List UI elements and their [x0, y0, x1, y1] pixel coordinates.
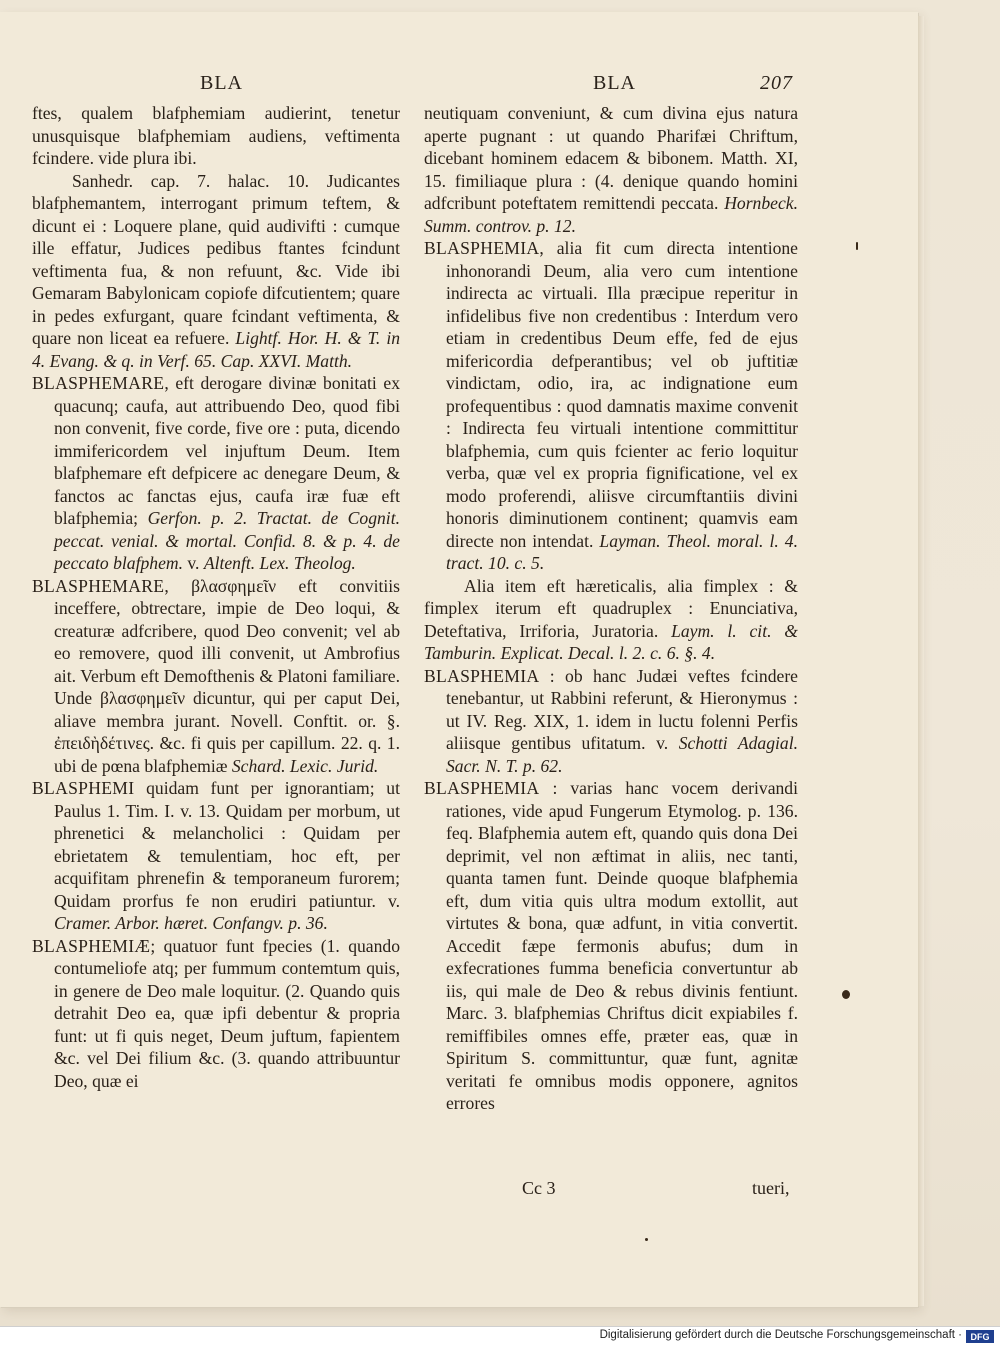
- entry-citation-2: Altenft. Lex. Theolog.: [203, 553, 356, 573]
- left-continuation: [32, 102, 400, 170]
- header-left-word: BLA: [200, 72, 243, 94]
- entry-text: ; quatuor funt fpecies (1. quando contumeliofe atq; per fummum contemtum quis, in genere de Deo male loquitur. (2. Quando quis detrahit Deo ea, quæ ipfi debentur & propria funt: ut fi quis neget, Deum juftum, fapientem &c. vel Dei filium &c. (3. quando attribuuntur Deo, quæ ei: [54, 935, 400, 1091]
- entry-blasphemi: [32, 777, 400, 935]
- entry-tail: v.: [182, 553, 204, 573]
- dfg-logo-icon: [966, 1330, 994, 1343]
- right-paragraph-alia: [424, 575, 798, 665]
- entry-text: , eft derogare divinæ bonitati ex quacunq; caufa, aut attribuendo Deo, quod fibi non convenit, five corde, five ore : puta, dicendo immifericordem vel injuftum Deum. Item blafphemare eft defpicere ac denegare Deum, & fanctos ac fanctas ejus, caufa iræ fuæ eft blafphemia;: [54, 373, 400, 528]
- entry-headword: BLASPHEMIA: [424, 665, 540, 686]
- entry-headword: BLASPHEMIÆ: [32, 935, 151, 956]
- right-continuation: [424, 102, 798, 237]
- dfg-logo-text: DFG: [970, 1331, 990, 1342]
- entry-headword: BLASPHEMI: [32, 778, 135, 798]
- entry-citation: Hornbeck. Summ. controv. p. 12.: [424, 193, 798, 236]
- entry-headword: BLASPHEMIA: [424, 778, 540, 798]
- entry-blasphemiae: [32, 935, 400, 1093]
- credit-text: Digitalisierung gefördert durch die Deutsche Forschungsgemeinschaft ·: [599, 1329, 962, 1341]
- signature-mark: Cc 3: [522, 1178, 556, 1198]
- entry-citation: Gerfon. p. 2. Tractat. de Cognit. peccat. venial. & mortal. Confid. 8. & p. 4. de peccato blafphem.: [54, 508, 400, 573]
- entry-text: ftes, qualem blafphemiam audierint, tenetur unusquisque blafphemiam audiens, veftimenta fcindere. vide plura ibi.: [32, 103, 400, 168]
- entry-text: , alia fit cum directa intentione inhonorandi Deum, alia vero cum intentione indirecta ac virtuali. Illa præcipue reperitur in infidelibus five non credentibus : Interdum vero etiam in credentibus Deum effe, fed de ejus mifericordia defperantibus; vel ob juftitiæ vindictam, odio, ira, ac indignatione eum profequentibus : quod damnatis maxime convenit : Indirecta feu virtuali intentione committitur blafphemia, cum quis fcienter ac ferio loquitur verba, quæ vel ex propria fignificatione, vel ex modo proferendi, aliisve circumftantiis divini honoris diminutionem continent; quamvis eam directe non intendat.: [446, 238, 798, 551]
- entry-blasphemia-1: [424, 237, 798, 575]
- entry-citation: Schotti Adagial. Sacr. N. T. p. 62.: [446, 733, 798, 776]
- ink-speck: [645, 1238, 648, 1241]
- entry-headword: BLASPHEMIA: [424, 238, 540, 258]
- entry-citation: Laym. l. cit. & Tamburin. Explicat. Decal. l. 2. c. 6. §. 4.: [424, 620, 798, 663]
- page-edge: [918, 16, 924, 1306]
- entry-text: : ob hanc Judæi veftes fcindere tenebantur, ut Rabbini referunt, & Hieronymus : ut IV. Reg. XIX, 1. idem in luctu folenni Perfis aliisque gentibus ufitatum. v.: [446, 665, 798, 753]
- entry-text: neutiquam conveniunt, & cum divina ejus natura aperte pugnant : ut quando Pharifæi Chriftum, dicebant hominem edacem & bibonem. Matth. XI, 15. fimiliaque plura : (4. denique quando homini adfcribunt poteftatem remittendi peccata.: [424, 103, 798, 213]
- left-column: [32, 102, 400, 1092]
- entry-headword: BLASPHEMARE: [32, 575, 165, 596]
- left-paragraph-sanhedr: [32, 170, 400, 373]
- page-number: 207: [760, 72, 793, 94]
- entry-text: quidam funt per ignorantiam; ut Paulus 1. Tim. I. v. 13. Quidam per morbum, ut phrenetici & melancholici : Quidam per ebrietatem & temulentiam, hoc eft, per acquifitam phrenefin & temporaneum furorem; Quidam prorfus fe non erudiri patiuntur. v.: [54, 778, 400, 911]
- entry-text: Sanhedr. cap. 7. halac. 10. Judicantes blafphemantem, interrogant primum teftem, & dicunt ei : Loquere plane, quid audivifti : cumque ille effatur, Judices pedibus ftantes fcindunt veftimenta fua, & non refuunt, &c. Vide ibi Gemaram Babylonicam copiofe difcutientem; quare in pedes exfurgant, quare fcindant veftimenta, & quare non liceat ea refuere.: [32, 170, 400, 348]
- digitization-credit-bar: [0, 1326, 1000, 1347]
- entry-text: , βλασφημεῖν eft convitiis inceffere, obtrectare, impie de Deo loqui, & creaturæ adfcribere, quod Deo convenit; vel ab eo removere, quod illi convenit, ut Ambrofius ait. Verbum eft Demofthenis & Platoni familiare. Unde βλασφημεῖν dicuntur, qui per caput Dei, aliave membra jurant. Novell. Conftit. or. §. ἐπειδὴδέτινες. &c. fi quis per capillum. 22. q. 1. ubi de pœna blafphemiæ: [54, 575, 400, 776]
- entry-blasphemia-2: [424, 665, 798, 778]
- entry-text: : varias hanc vocem derivandi rationes, vide apud Fungerum Etymolog. p. 136. feq. Blafphemia autem eft, quando quis dona Dei deprimit, vel non æftimat in aliis, nec tanti, quanta tamen funt. Deinde quoque blafphemia eft, dum vitia quis ultra modum extollit, aut virtutes & bona, quæ adfunt, in vitia convertit. Accedit fæpe fermonis abufus; dum in exfecrationes fumma beneficia convertuntur ab iis, qui male de Deo & rebus divinis fentiunt. Marc. 3. blafphemias Chriftus dicit expiabiles f. remiffibiles omnes effe, præter eas, quæ in Spiritum S. committuntur, quæ funt, agnitæ veritati fe omnibus modis opponere, agnitos errores: [446, 778, 798, 1113]
- entry-blasphemia-3: [424, 777, 798, 1115]
- ink-speck: [842, 990, 850, 999]
- entry-blasphemare-2: [32, 575, 400, 778]
- header-center-word: BLA: [593, 72, 636, 94]
- entry-citation: Cramer. Arbor. hæret. Confangv. p. 36.: [54, 913, 328, 933]
- entry-text: Alia item eft hæreticalis, alia fimplex : & fimplex iterum eft quadruplex : Enunciativa, Deteftativa, Irriforia, Juratoria.: [424, 575, 798, 641]
- entry-citation: Schard. Lexic. Jurid.: [231, 755, 379, 776]
- entry-citation: Lightf. Hor. H. & T. in 4. Evang. & q. in Verf. 65. Cap. XXVI. Matth.: [32, 328, 401, 371]
- entry-blasphemare-1: [32, 372, 400, 575]
- running-header: [0, 72, 1000, 102]
- ink-speck: [856, 242, 858, 250]
- entry-headword: BLASPHEMARE: [32, 373, 165, 393]
- right-column: [424, 102, 798, 1115]
- catchword: tueri,: [752, 1178, 790, 1198]
- entry-citation: Layman. Theol. moral. l. 4. tract. 10. c. 5.: [446, 530, 798, 573]
